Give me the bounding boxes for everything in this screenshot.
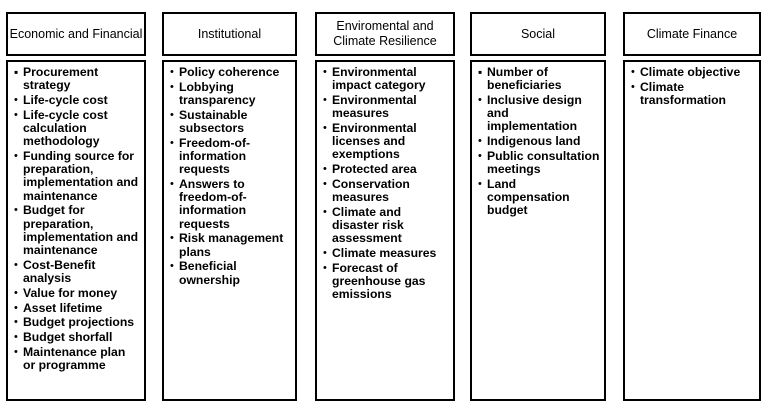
column-title: Social — [520, 26, 556, 41]
list-item: • Life-cycle cost calculation methodology — [14, 109, 140, 149]
column-title: Institutional — [197, 26, 262, 41]
list-item: • Budget for preparation, implementation and maintenance — [14, 204, 140, 257]
list-item: • Climate measures — [323, 247, 449, 260]
list-item: • Climate transformation — [631, 81, 755, 107]
column-body — [162, 60, 297, 401]
list-item: • Climate objective — [631, 66, 755, 79]
item-list — [631, 66, 755, 107]
list-item: • Climate and disaster risk assessment — [323, 206, 449, 246]
column-header — [315, 12, 455, 56]
list-item: • Budget shorfall — [14, 331, 140, 344]
list-item: • Beneficial ownership — [170, 260, 291, 286]
list-item: • Conservation measures — [323, 178, 449, 204]
column-body — [623, 60, 761, 401]
column-body — [470, 60, 606, 401]
list-item: • Value for money — [14, 287, 140, 300]
list-item: • Answers to freedom-of-information requests — [170, 178, 291, 231]
item-list — [14, 66, 140, 372]
list-item: • Public consultation meetings — [478, 150, 600, 176]
list-item: • Forecast of greenhouse gas emissions — [323, 262, 449, 302]
list-item: ▪ Number of beneficiaries — [478, 66, 600, 92]
list-item: • Land compensation budget — [478, 178, 600, 218]
list-item: • Environmental impact category — [323, 66, 449, 92]
list-item: • Risk management plans — [170, 232, 291, 258]
list-item: • Life-cycle cost — [14, 94, 140, 107]
column-body — [6, 60, 146, 401]
list-item: • Policy coherence — [170, 66, 291, 79]
list-item: • Asset lifetime — [14, 302, 140, 315]
list-item: • Sustainable subsectors — [170, 109, 291, 135]
list-item: • Inclusive design and implementation — [478, 94, 600, 134]
column-body — [315, 60, 455, 401]
column-header — [6, 12, 146, 56]
column-header — [162, 12, 297, 56]
item-list — [478, 66, 600, 218]
list-item: • Protected area — [323, 163, 449, 176]
item-list — [323, 66, 449, 302]
list-item: ▪ Procurement strategy — [14, 66, 140, 92]
item-list — [170, 66, 291, 287]
list-item: • Freedom-of-information requests — [170, 137, 291, 177]
list-item: • Budget projections — [14, 316, 140, 329]
list-item: • Environmental licenses and exemptions — [323, 122, 449, 162]
list-item: • Environmental measures — [323, 94, 449, 120]
list-item: • Lobbying transparency — [170, 81, 291, 107]
list-item: • Indigenous land — [478, 135, 600, 148]
column-title: Enviromental and Climate Resilience — [333, 19, 437, 48]
column-title: Economic and Financial — [9, 26, 143, 41]
column-header — [623, 12, 761, 56]
list-item: • Cost-Benefit analysis — [14, 259, 140, 285]
list-item: • Maintenance plan or programme — [14, 346, 140, 372]
list-item: • Funding source for preparation, implementation and maintenance — [14, 150, 140, 203]
column-header — [470, 12, 606, 56]
column-title: Climate Finance — [646, 26, 738, 41]
